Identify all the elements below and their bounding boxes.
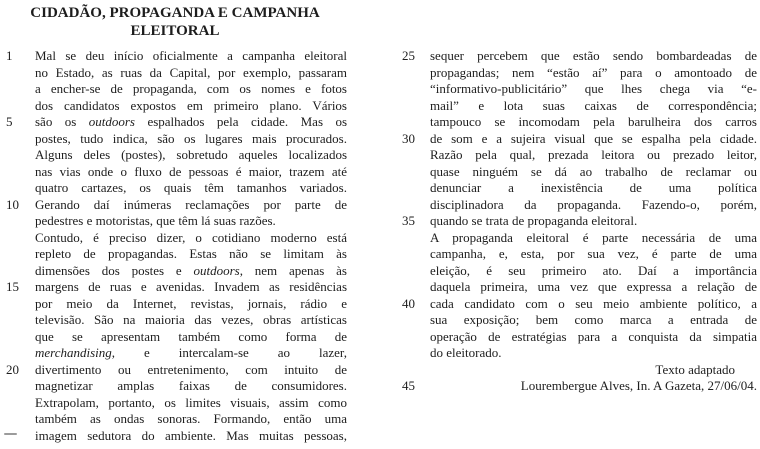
text-line bbox=[0, 114, 347, 131]
text-segment: do eleitorado. bbox=[430, 345, 502, 360]
text-segment: por meio da Internet, revistas, jornais, rádio e bbox=[35, 295, 347, 311]
text-line bbox=[0, 279, 347, 296]
line-text bbox=[35, 114, 347, 131]
text-line bbox=[0, 246, 347, 263]
line-number: 1 bbox=[6, 48, 13, 63]
line-text bbox=[430, 246, 757, 263]
text-segment: dimensões dos postes e bbox=[35, 262, 194, 278]
text-segment: daquela primeira, uma vez que expressa a relação de bbox=[430, 279, 757, 294]
text-line bbox=[0, 81, 347, 98]
italic-text-segment: merchandising bbox=[35, 345, 112, 360]
italic-text-segment: outdoors bbox=[88, 114, 135, 129]
line-number: 40 bbox=[402, 295, 415, 311]
text-segment: são os bbox=[35, 114, 89, 129]
text-segment: repleto de propagandas. Estas não se limitam às bbox=[35, 246, 347, 261]
line-text bbox=[430, 81, 757, 98]
text-segment: eleição, é seu primeiro ato. Daí a importância bbox=[430, 262, 757, 278]
line-text bbox=[35, 378, 347, 395]
text-segment: Razão pela qual, prezada leitora ou prezado leitor, bbox=[430, 147, 757, 162]
text-line bbox=[396, 296, 757, 313]
line-text bbox=[430, 65, 757, 82]
line-text bbox=[35, 296, 347, 313]
text-line bbox=[396, 246, 757, 263]
text-segment: campanha, e, esta, por sua vez, é parte de uma bbox=[430, 246, 757, 261]
text-segment: também as ondas sonoras. Formando, então uma bbox=[35, 411, 347, 426]
line-text bbox=[35, 279, 347, 296]
text-segment: propagandas; nem “estão aí” para o amontoado de bbox=[430, 64, 757, 80]
line-text bbox=[430, 312, 757, 329]
text-line bbox=[396, 312, 757, 329]
line-text bbox=[430, 230, 757, 247]
text-line bbox=[0, 296, 347, 313]
text-segment: tampouco se incomodam pela barulheira dos carros bbox=[430, 114, 757, 129]
text-segment: Lourembergue Alves, In. A Gazeta, 27/06/04. bbox=[520, 378, 757, 393]
text-segment: de som e a sujeira visual que se espalha pela cidade. bbox=[430, 130, 757, 146]
text-segment: nas vias onde o fluxo de pessoas é maior, trazem até bbox=[35, 163, 347, 179]
line-text bbox=[35, 213, 347, 230]
text-segment: , nem apenas às bbox=[239, 262, 347, 278]
text-line bbox=[0, 65, 347, 82]
line-text bbox=[430, 213, 757, 230]
text-segment: Texto adaptado bbox=[655, 361, 735, 377]
line-text bbox=[430, 197, 757, 214]
text-line bbox=[396, 230, 757, 247]
text-segment: denunciar a inexistência de uma política bbox=[430, 180, 757, 195]
line-text bbox=[35, 81, 347, 98]
text-segment: Mal se deu início oficialmente a campanha eleitoral bbox=[35, 48, 347, 63]
line-text bbox=[35, 411, 347, 428]
line-text bbox=[35, 180, 347, 197]
line-text bbox=[430, 378, 757, 395]
text-segment: operação de estratégias para a conquista da simpatia bbox=[430, 328, 757, 344]
text-segment: que se apresentam também como forma de bbox=[35, 328, 347, 344]
line-text bbox=[35, 345, 347, 362]
text-line bbox=[0, 312, 347, 329]
line-text bbox=[430, 329, 757, 346]
text-line bbox=[396, 279, 757, 296]
text-segment: quatro cartazes, os quais têm tamanhos variados. bbox=[35, 180, 347, 195]
text-segment: televisão. São na maioria das vezes, obras artísticas bbox=[35, 312, 347, 327]
document-title bbox=[10, 4, 340, 40]
text-line bbox=[0, 147, 347, 164]
line-text bbox=[430, 362, 757, 379]
document-title-line-2: ELEITORAL bbox=[130, 23, 220, 39]
text-line bbox=[396, 114, 757, 131]
line-number: 30 bbox=[402, 130, 415, 146]
text-segment: dos candidatos expostos em primeiro plano. Vários bbox=[35, 97, 347, 113]
text-segment: pedestres e motoristas, que têm lá suas razões. bbox=[35, 213, 276, 228]
text-line bbox=[0, 362, 347, 379]
text-line bbox=[396, 213, 757, 230]
line-text bbox=[35, 147, 347, 164]
margin-dash-artifact bbox=[4, 433, 17, 435]
line-text bbox=[35, 312, 347, 329]
line-number: 20 bbox=[6, 361, 19, 377]
text-line bbox=[396, 263, 757, 280]
line-text bbox=[35, 362, 347, 379]
line-text bbox=[35, 329, 347, 346]
text-segment: Contudo, é preciso dizer, o cotidiano moderno está bbox=[35, 229, 347, 245]
text-line bbox=[0, 345, 347, 362]
line-number: 5 bbox=[6, 114, 13, 129]
text-segment: , e intercalam-se ao lazer, bbox=[111, 345, 347, 360]
text-line bbox=[396, 378, 757, 395]
line-text bbox=[35, 230, 347, 247]
line-text bbox=[35, 197, 347, 214]
text-segment: magnetizar amplas faixas de consumidores. bbox=[35, 378, 347, 393]
text-segment: quase ninguém se dá ao trabalho de reclamar ou bbox=[430, 163, 757, 179]
line-number: 25 bbox=[402, 48, 415, 63]
line-text bbox=[35, 263, 347, 280]
line-number: 35 bbox=[402, 213, 415, 228]
text-line bbox=[0, 164, 347, 181]
text-line bbox=[396, 131, 757, 148]
line-text bbox=[35, 164, 347, 181]
text-segment: “informativo-publicitário” que lhes chega via “e- bbox=[430, 81, 757, 96]
line-text bbox=[35, 395, 347, 412]
text-segment: sua exposição; bem como marca a entrada de bbox=[430, 312, 757, 327]
text-line bbox=[0, 395, 347, 412]
text-line bbox=[0, 213, 347, 230]
text-segment: a encher-se de propaganda, com os nomes e fotos bbox=[35, 81, 347, 96]
line-text bbox=[430, 98, 757, 115]
italic-text-segment: outdoors bbox=[193, 262, 240, 278]
text-line bbox=[0, 180, 347, 197]
line-number: 15 bbox=[6, 279, 19, 294]
text-segment: margens de ruas e avenidas. Invadem as residências bbox=[35, 279, 347, 294]
line-text bbox=[430, 180, 757, 197]
line-number: 45 bbox=[402, 378, 415, 393]
line-text bbox=[430, 114, 757, 131]
line-text bbox=[430, 147, 757, 164]
text-segment: postes, tudo indica, são os lugares mais procurados. bbox=[35, 130, 347, 146]
line-text bbox=[430, 48, 757, 65]
text-line bbox=[0, 230, 347, 247]
text-line bbox=[396, 180, 757, 197]
document-title-line-1: CIDADÃO, PROPAGANDA E CAMPANHA bbox=[30, 5, 320, 21]
text-line bbox=[396, 197, 757, 214]
line-text bbox=[430, 296, 757, 313]
line-text bbox=[35, 428, 347, 445]
text-line bbox=[0, 378, 347, 395]
line-text bbox=[430, 164, 757, 181]
text-line bbox=[396, 65, 757, 82]
text-line bbox=[0, 411, 347, 428]
text-line bbox=[0, 197, 347, 214]
text-segment: disciplinadora da propaganda. Fazendo-o, porém, bbox=[430, 196, 757, 212]
text-line bbox=[0, 428, 347, 445]
text-line bbox=[0, 98, 347, 115]
text-segment: quando se trata de propaganda eleitoral. bbox=[430, 213, 638, 228]
text-segment: espalhados pela cidade. Mas os bbox=[135, 114, 347, 129]
text-segment: imagem sedutora do ambiente. Mas muitas pessoas, bbox=[35, 427, 347, 443]
text-line bbox=[396, 362, 757, 379]
text-line bbox=[0, 329, 347, 346]
text-line bbox=[396, 81, 757, 98]
text-column-left bbox=[0, 48, 347, 444]
text-line bbox=[396, 345, 757, 362]
text-line bbox=[396, 98, 757, 115]
text-line bbox=[396, 147, 757, 164]
line-text bbox=[430, 345, 757, 362]
line-text bbox=[430, 279, 757, 296]
text-line bbox=[0, 131, 347, 148]
text-segment: mail” e lota suas caixas de correspondência; bbox=[430, 97, 757, 113]
line-text bbox=[35, 48, 347, 65]
text-column-right bbox=[396, 48, 757, 395]
line-text bbox=[35, 98, 347, 115]
text-line bbox=[396, 48, 757, 65]
line-text bbox=[35, 131, 347, 148]
line-text bbox=[430, 263, 757, 280]
text-segment: A propaganda eleitoral é parte necessária de uma bbox=[430, 229, 757, 245]
text-segment: cada candidato com o seu meio ambiente político, a bbox=[430, 295, 757, 311]
line-number: 10 bbox=[6, 196, 19, 212]
text-segment: Extrapolam, portanto, os limites visuais, assim como bbox=[35, 394, 347, 410]
line-text bbox=[35, 246, 347, 263]
text-line bbox=[0, 263, 347, 280]
text-segment: Gerando daí inúmeras reclamações por parte de bbox=[35, 196, 347, 212]
text-line bbox=[396, 329, 757, 346]
text-line bbox=[396, 164, 757, 181]
text-segment: no Estado, as ruas da Capital, por exemplo, passaram bbox=[35, 64, 347, 80]
text-segment: sequer percebem que estão sendo bombardeadas de bbox=[430, 48, 757, 63]
text-segment: divertimento ou entretenimento, com intuito de bbox=[35, 361, 347, 377]
line-text bbox=[35, 65, 347, 82]
text-segment: Alguns deles (postes), sobretudo aqueles localizados bbox=[35, 147, 347, 162]
text-line bbox=[0, 48, 347, 65]
line-text bbox=[430, 131, 757, 148]
